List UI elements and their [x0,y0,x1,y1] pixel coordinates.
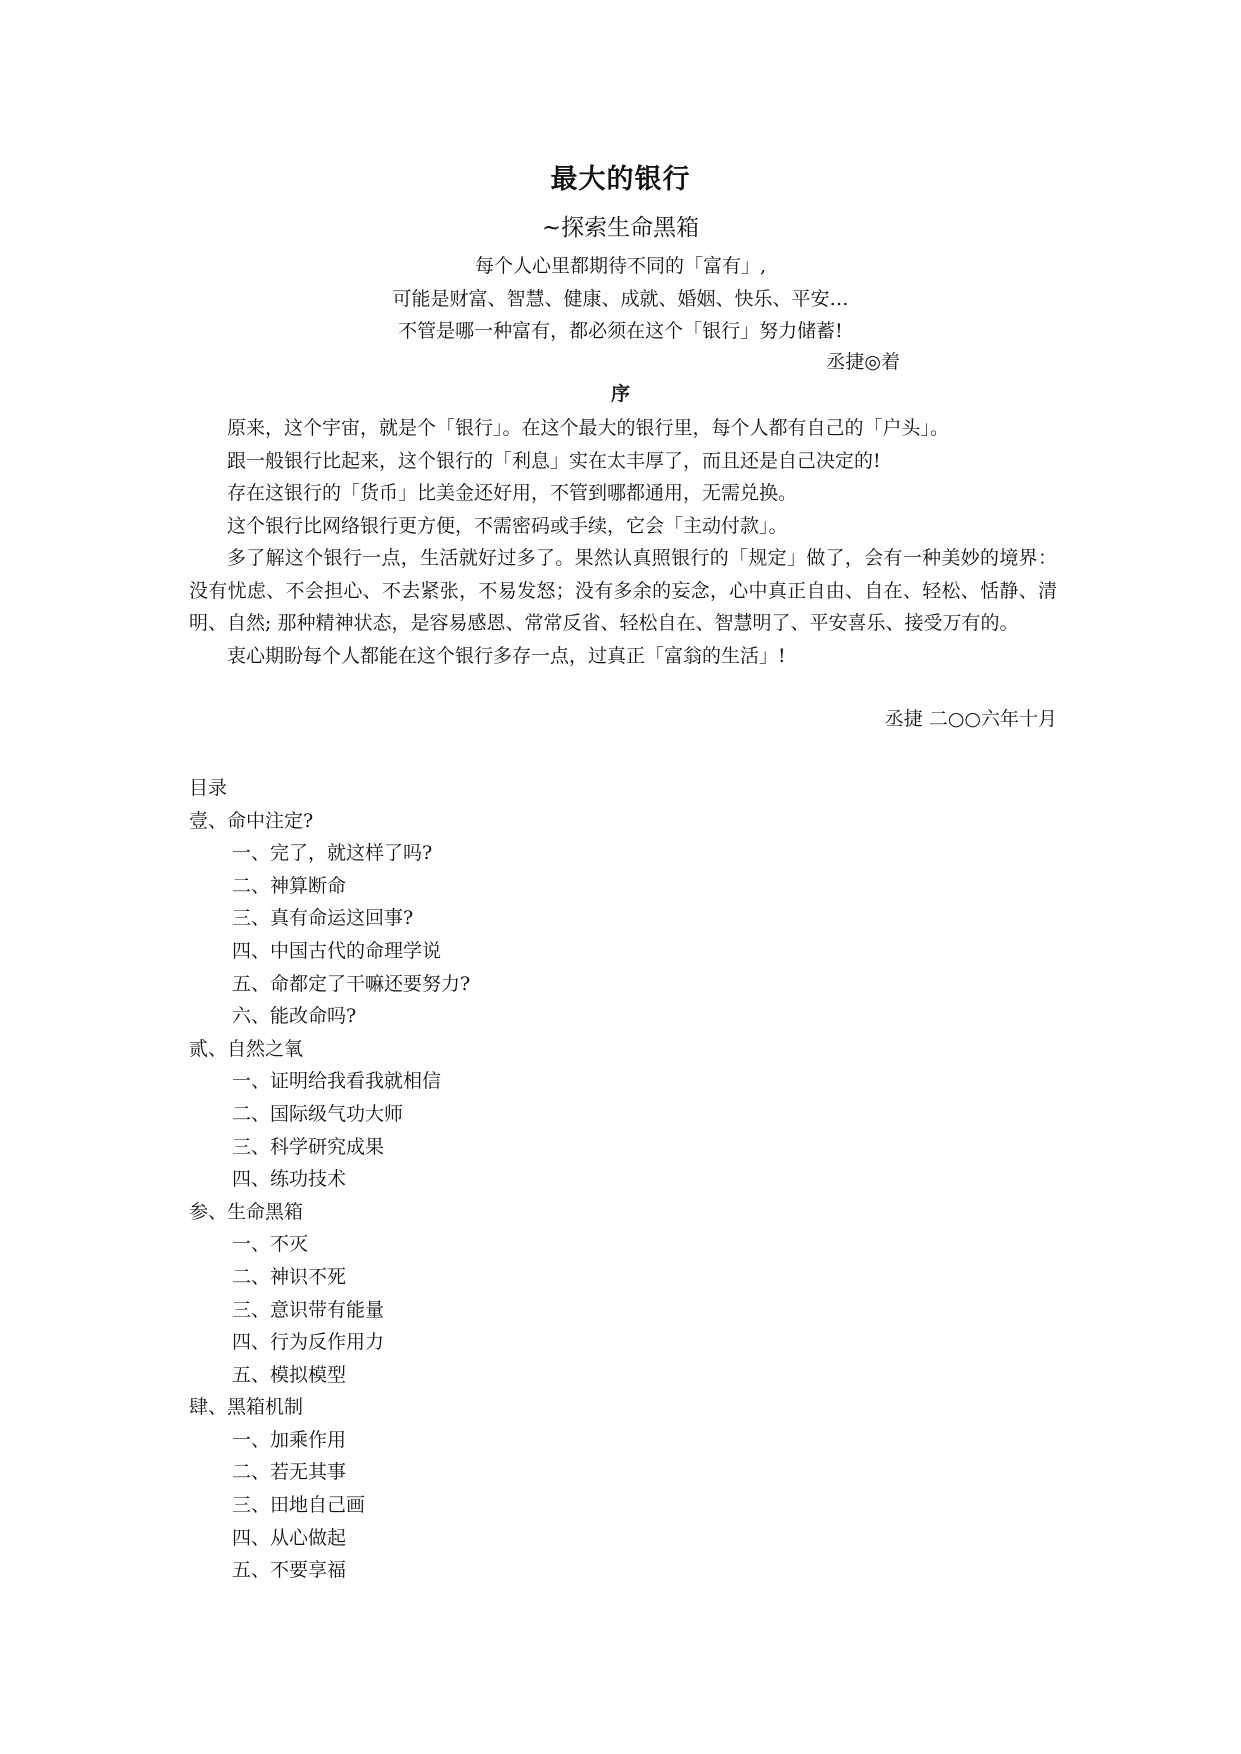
preface-paragraph: 这个银行比网络银行更方便，不需密码或手续，它会「主动付款」。 [227,514,788,537]
toc-section[interactable]: 四、行为反作用力 [232,1331,385,1354]
toc-section[interactable]: 三、意识带有能量 [232,1298,385,1321]
table-of-contents [189,772,789,1587]
toc-section[interactable]: 五、模拟模型 [232,1363,347,1386]
preface-paragraph: 多了解这个银行一点，生活就好过多了。果然认真照银行的「规定」做了，会有一种美妙的境界：没有忧虑、不会担心、不去紧张，不易发怒；没有多余的妄念，心中真正自由、自在、轻松、恬静、清明、自然; 那种精神状态，是容易感恩、常常反省、轻松自在、智慧明了、平安喜乐、接受万有的。 [189,547,1057,634]
epigraph-line: 可能是财富、智慧、健康、成就、婚姻、快乐、平安… [392,287,849,310]
author-credit: 丞捷◎着 [826,351,900,373]
preface-body [189,412,1057,672]
toc-section[interactable]: 二、神识不死 [232,1265,347,1288]
toc-section[interactable]: 五、不要享福 [232,1559,347,1582]
toc-section[interactable]: 一、加乘作用 [232,1428,347,1451]
toc-section[interactable]: 二、神算断命 [232,874,347,897]
preface-paragraph: 存在这银行的「货币」比美金还好用，不管到哪都通用，无需兑换。 [227,482,798,504]
toc-chapter[interactable]: 贰、自然之氧 [189,1037,304,1060]
preface-paragraph: 原来，这个宇宙，就是个「银行」。在这个最大的银行里，每个人都有自己的「户头」。 [227,417,950,439]
toc-section[interactable]: 四、中国古代的命理学说 [232,939,442,962]
toc-chapter[interactable]: 壹、命中注定? [189,809,314,832]
toc-section[interactable]: 三、科学研究成果 [232,1135,385,1158]
preface-signature: 丞捷 二○○六年十月 [884,708,1057,730]
toc-title: 目录 [189,777,228,799]
epigraph-line: 不管是哪一种富有，都必须在这个「银行」努力储蓄! [398,320,843,342]
document-subtitle: ~探索生命黑箱 [541,215,700,241]
toc-section[interactable]: 六、能改命吗? [232,1005,357,1028]
preface-paragraph: 衷心期盼每个人都能在这个银行多存一点，过真正「富翁的生活」! [227,644,786,667]
toc-section[interactable]: 一、不灭 [232,1233,309,1256]
preface-paragraph: 跟一般银行比起来，这个银行的「利息」实在太丰厚了，而且还是自己决定的! [227,449,881,472]
epigraph [0,250,1241,348]
toc-section[interactable]: 二、国际级气功大师 [232,1102,404,1125]
toc-section[interactable]: 四、练功技术 [232,1168,347,1191]
toc-section[interactable]: 一、完了，就这样了吗? [232,842,433,865]
toc-chapter[interactable]: 肆、黑箱机制 [189,1396,304,1419]
toc-chapter[interactable]: 参、生命黑箱 [189,1200,304,1223]
preface-heading: 序 [610,383,630,405]
toc-section[interactable]: 三、真有命运这回事? [232,907,414,930]
toc-section[interactable]: 二、若无其事 [232,1461,347,1484]
toc-section[interactable]: 四、从心做起 [232,1526,347,1549]
toc-section[interactable]: 五、命都定了干嘛还要努力? [232,972,471,995]
toc-section[interactable]: 三、田地自己画 [232,1494,366,1517]
document-title: 最大的银行 [550,164,691,195]
epigraph-line: 每个人心里都期待不同的「富有」, [474,255,767,277]
toc-section[interactable]: 一、证明给我看我就相信 [232,1070,442,1093]
